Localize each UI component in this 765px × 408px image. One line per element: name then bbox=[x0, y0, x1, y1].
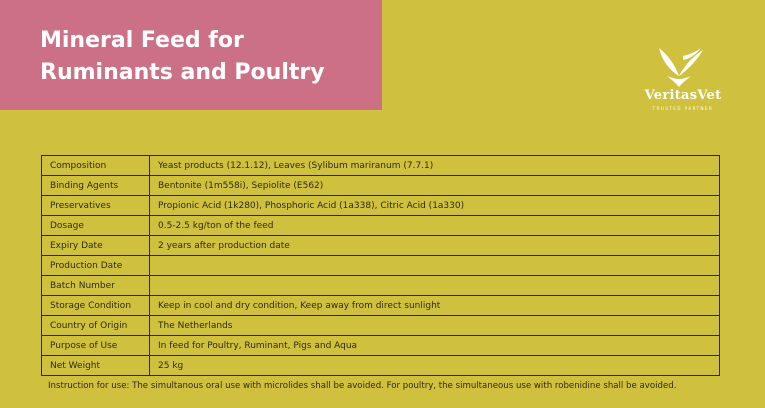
row-label: Batch Number bbox=[42, 276, 150, 296]
row-label: Production Date bbox=[42, 256, 150, 276]
table-row bbox=[42, 276, 720, 296]
row-value: Propionic Acid (1k280), Phosphoric Acid (1a338), Citric Acid (1a330) bbox=[150, 196, 720, 216]
brand-tagline: TRUSTED PARTNER bbox=[652, 106, 714, 111]
table-row bbox=[42, 336, 720, 356]
row-label: Preservatives bbox=[42, 196, 150, 216]
title-line-2: Ruminants and Poultry bbox=[40, 60, 325, 85]
table-row bbox=[42, 236, 720, 256]
table-row bbox=[42, 256, 720, 276]
product-spec-table bbox=[41, 155, 720, 376]
bird-wings-icon bbox=[653, 46, 705, 88]
row-value: Bentonite (1m558i), Sepiolite (E562) bbox=[150, 176, 720, 196]
title-line-1: Mineral Feed for bbox=[40, 28, 244, 53]
table-row bbox=[42, 176, 720, 196]
row-label: Expiry Date bbox=[42, 236, 150, 256]
row-value: The Netherlands bbox=[150, 316, 720, 336]
table-row bbox=[42, 316, 720, 336]
row-label: Storage Condition bbox=[42, 296, 150, 316]
row-value bbox=[150, 256, 720, 276]
row-value: 2 years after production date bbox=[150, 236, 720, 256]
row-value: 0.5-2.5 kg/ton of the feed bbox=[150, 216, 720, 236]
title-banner bbox=[0, 0, 382, 110]
table-row bbox=[42, 156, 720, 176]
brand-logo bbox=[622, 46, 744, 130]
table-row bbox=[42, 196, 720, 216]
table-row bbox=[42, 216, 720, 236]
row-label: Dosage bbox=[42, 216, 150, 236]
table-row bbox=[42, 296, 720, 316]
row-label: Country of Origin bbox=[42, 316, 150, 336]
brand-name: VeritasVet bbox=[644, 88, 722, 103]
row-label: Purpose of Use bbox=[42, 336, 150, 356]
row-value: 25 kg bbox=[150, 356, 720, 376]
row-label: Composition bbox=[42, 156, 150, 176]
usage-instruction: Instruction for use: The simultanous oral use with microlides shall be avoided. For poultry, the simultaneous use with robenidine shall be avoided. bbox=[48, 381, 677, 391]
row-label: Net Weight bbox=[42, 356, 150, 376]
row-value: In feed for Poultry, Ruminant, Pigs and Aqua bbox=[150, 336, 720, 356]
row-value bbox=[150, 276, 720, 296]
row-value: Keep in cool and dry condition, Keep away from direct sunlight bbox=[150, 296, 720, 316]
table-row bbox=[42, 356, 720, 376]
row-value: Yeast products (12.1.12), Leaves (Sylibum mariranum (7.7.1) bbox=[150, 156, 720, 176]
row-label: Binding Agents bbox=[42, 176, 150, 196]
